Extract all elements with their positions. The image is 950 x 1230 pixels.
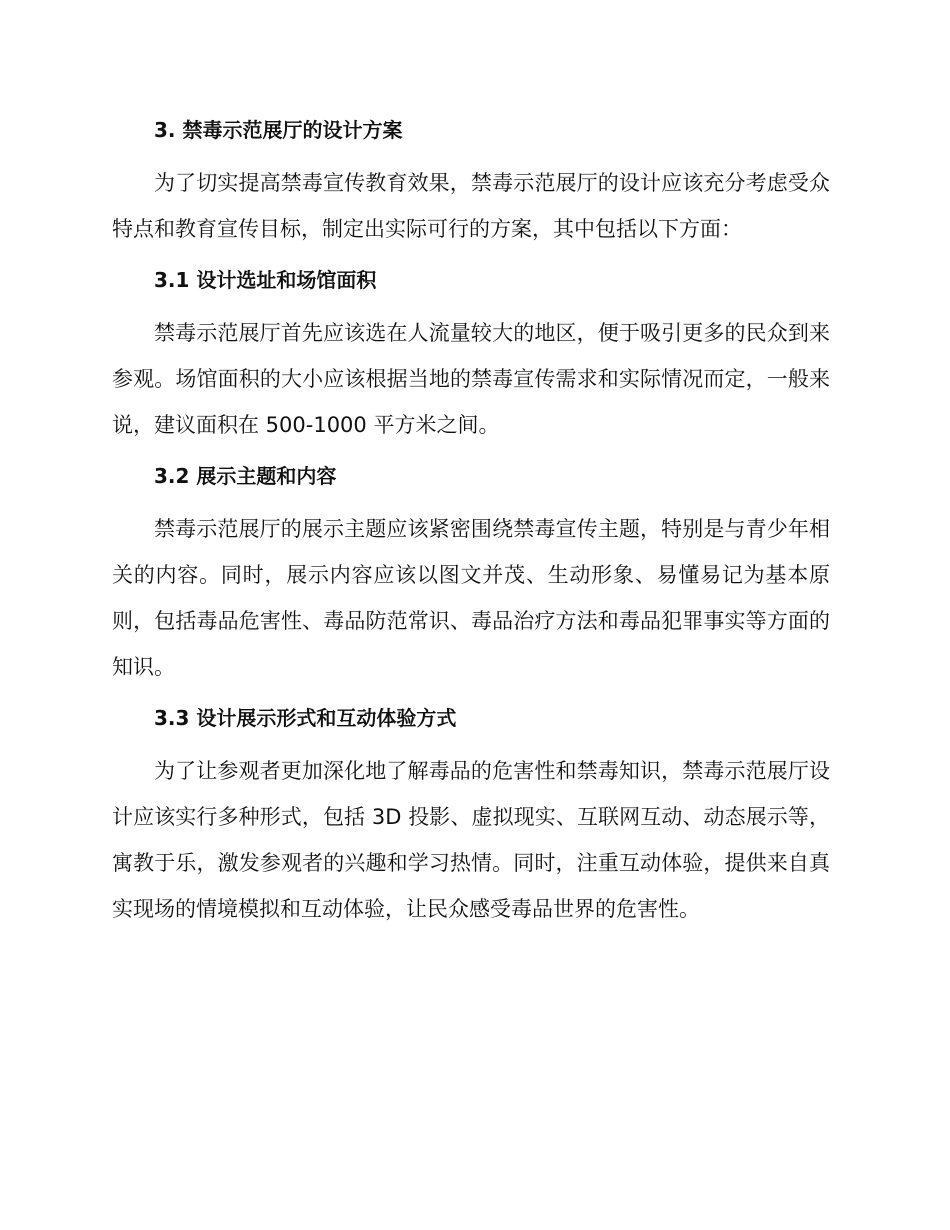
section-3-1-paragraph: 禁毒示范展厅首先应该选在人流量较大的地区，便于吸引更多的民众到来参观。场馆面积的大小应该根据当地的禁毒宣传需求和实际情况而定，一般来说，建议面积在 500-1000 平方米之间。 xyxy=(112,321,830,437)
section-3-3-heading: 3.3 设计展示形式和互动体验方式 xyxy=(154,706,457,730)
section-3-heading: 3. 禁毒示范展厅的设计方案 xyxy=(154,118,403,142)
section-3-2-paragraph: 禁毒示范展厅的展示主题应该紧密围绕禁毒宣传主题，特别是与青少年相关的内容。同时，展示内容应该以图文并茂、生动形象、易懂易记为基本原则，包括毒品危害性、毒品防范常识、毒品治疗方法和毒品犯罪事实等方面的知识。 xyxy=(112,517,830,679)
section-3-intro-paragraph: 为了切实提高禁毒宣传教育效果，禁毒示范展厅的设计应该充分考虑受众特点和教育宣传目标，制定出实际可行的方案，其中包括以下方面： xyxy=(112,171,830,241)
section-3-1-heading: 3.1 设计选址和场馆面积 xyxy=(154,268,377,292)
section-3-2-heading: 3.2 展示主题和内容 xyxy=(154,464,337,488)
section-3-3-paragraph: 为了让参观者更加深化地了解毒品的危害性和禁毒知识，禁毒示范展厅设计应该实行多种形式，包括 3D 投影、虚拟现实、互联网互动、动态展示等，寓教于乐，激发参观者的兴趣和学习热情。同时，注重互动体验，提供来自真实现场的情境模拟和互动体验，让民众感受毒品世界的危害性。 xyxy=(112,759,830,921)
document-page xyxy=(112,110,830,932)
